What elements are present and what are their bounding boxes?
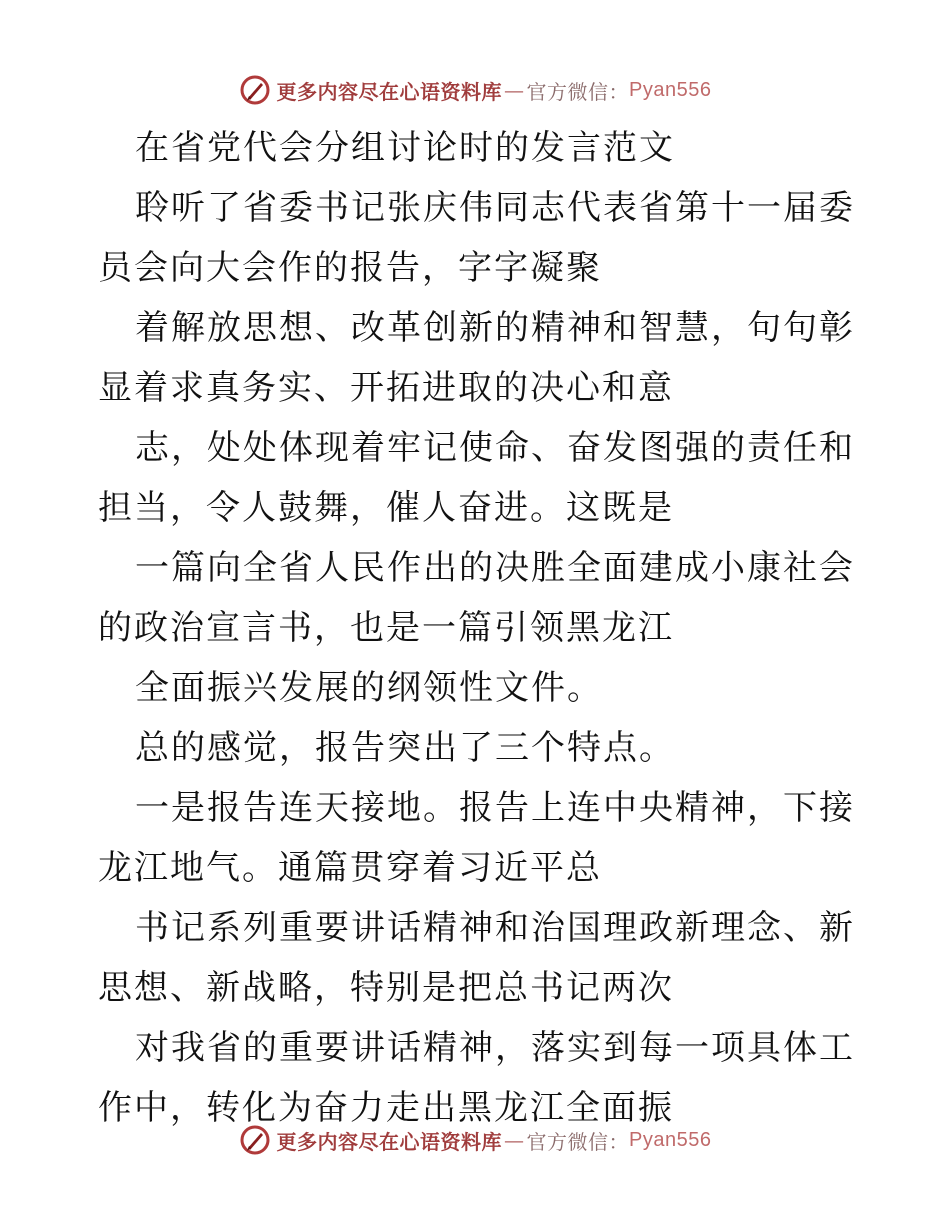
banner-dash: — [504, 1128, 525, 1152]
paragraph-7: 一是报告连天接地。报告上连中央精神，下接龙江地气。通篇贯穿着习近平总 [98, 788, 855, 888]
quill-circle-logo-icon [239, 1124, 271, 1156]
banner-text [277, 76, 712, 105]
paragraph-1: 聆听了省委书记张庆伟同志代表省第十一届委员会向大会作的报告，字字凝聚 [98, 188, 855, 288]
banner-wechat-id: Pyan556 [629, 78, 712, 101]
quill-circle-logo-icon [239, 74, 271, 106]
paragraph-5: 全面振兴发展的纲领性文件。 [135, 668, 603, 708]
header-banner [0, 70, 950, 110]
footer-banner [0, 1120, 950, 1160]
paragraph-8: 书记系列重要讲话精神和治国理政新理念、新思想、新战略，特别是把总书记两次 [98, 908, 855, 1008]
document-title: 在省党代会分组讨论时的发言范文 [135, 128, 675, 168]
banner-text [277, 1126, 712, 1155]
banner-brand-text: 更多内容尽在心语资料库 [276, 79, 503, 104]
banner-dash: — [504, 78, 525, 102]
paragraph-6: 总的感觉，报告突出了三个特点。 [135, 728, 675, 768]
paragraph-4: 一篇向全省人民作出的决胜全面建成小康社会的政治宣言书，也是一篇引领黑龙江 [98, 548, 855, 648]
banner-wechat-label: 官方微信： [526, 1129, 630, 1154]
banner-brand-text: 更多内容尽在心语资料库 [276, 1129, 503, 1154]
paragraph-3: 志，处处体现着牢记使命、奋发图强的责任和担当，令人鼓舞，催人奋进。这既是 [98, 428, 855, 528]
banner-wechat-id: Pyan556 [629, 1128, 712, 1151]
banner-wechat-label: 官方微信： [526, 79, 630, 104]
paragraph-9: 对我省的重要讲话精神，落实到每一项具体工作中，转化为奋力走出黑龙江全面振 [98, 1028, 855, 1128]
document-body [98, 118, 858, 1138]
paragraph-2: 着解放思想、改革创新的精神和智慧，句句彰显着求真务实、开拓进取的决心和意 [98, 308, 855, 408]
